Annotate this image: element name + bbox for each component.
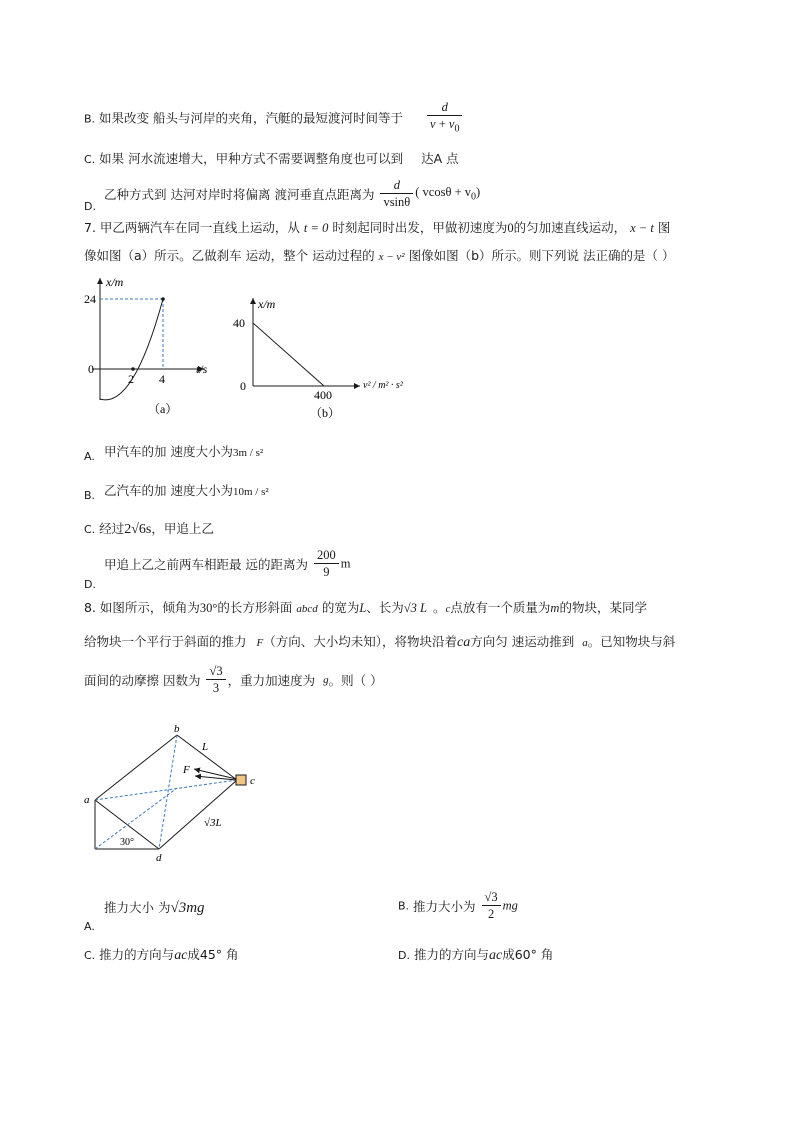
fraction-numerator: d bbox=[393, 178, 400, 192]
incline-figure bbox=[82, 722, 262, 862]
q8-stem-line1: 8. 如图所示，倾角为30°的长方形斜面 abcd 的宽为L、长为√3 L 。c点放有一个质量为m的物块，某同学 bbox=[84, 600, 647, 615]
tick-0: 0 bbox=[88, 362, 94, 376]
fraction-denominator: vsinθ bbox=[380, 193, 413, 210]
q8-stem-line2: 给物块一个平行于斜面的推力 F（方向、大小均未知），将物块沿着ca方向匀 速运动推到 a。已知物块与斜 bbox=[84, 634, 676, 650]
block bbox=[236, 775, 246, 785]
q7-stem-line2: 像如图（a）所示。乙做刹车 运动，整个 运动过程的 x − v² 图像如图（b）所示。则下列说 法正确的是（ ） bbox=[84, 248, 675, 263]
q7-option-d-text[interactable]: 甲追上乙之前两车相距最 远的距离为 $\frac{200}{9}$ m bbox=[104, 548, 351, 579]
fraction: $\frac{√3}{3}$ bbox=[206, 664, 225, 696]
data-line bbox=[253, 323, 324, 386]
label-c: c bbox=[250, 775, 255, 787]
q6-option-c[interactable] bbox=[84, 149, 459, 167]
caption-a: （a） bbox=[148, 402, 178, 416]
label-a: a bbox=[84, 794, 90, 806]
q7-option-b-text[interactable]: 乙汽车的加 速度大小为10m / s² bbox=[104, 483, 269, 498]
q6-option-b[interactable] bbox=[84, 100, 464, 138]
q6-option-d-text[interactable] bbox=[104, 178, 480, 210]
label-F: F bbox=[183, 764, 190, 776]
label-b: b bbox=[174, 723, 180, 735]
q8-option-a-text[interactable]: 推力大小 为√3mg bbox=[104, 900, 205, 916]
q7-option-a-text[interactable]: 甲汽车的加 速度大小为3m / s² bbox=[104, 444, 264, 459]
tick-40: 40 bbox=[233, 316, 245, 330]
option-letter: B. bbox=[84, 112, 96, 126]
option-letter: C. bbox=[84, 153, 96, 166]
hidden-bottom bbox=[95, 788, 177, 849]
q8-option-b[interactable]: B. 推力大小为 $\frac{√3}{2}$ mg bbox=[398, 890, 518, 921]
point-cross bbox=[131, 367, 135, 371]
q7-option-d-letter: D. bbox=[84, 578, 96, 591]
q6-option-d-letter: D. bbox=[84, 200, 96, 213]
edge-c-d bbox=[159, 780, 237, 849]
point-end bbox=[161, 297, 165, 301]
diag-bd bbox=[159, 735, 177, 849]
paren-expression: ( $vcos\theta + v_0$) bbox=[415, 185, 481, 203]
fraction: $\frac{200}{9}$ bbox=[314, 548, 339, 580]
y-axis-label: x/m bbox=[106, 275, 124, 289]
option-text: 乙种方式到 达河对岸时将偏离 渡河垂直点距离为 bbox=[104, 187, 375, 202]
x-axis-label: t/s bbox=[196, 362, 208, 376]
q7-option-c[interactable]: C. 经过2√6s，甲追上乙 bbox=[84, 521, 214, 537]
label-L: L bbox=[202, 741, 209, 753]
fraction bbox=[380, 178, 413, 210]
tick-0: 0 bbox=[240, 379, 246, 393]
graph-b-x-v2 bbox=[230, 292, 430, 422]
tick-24: 24 bbox=[84, 292, 96, 306]
fraction-numerator: d bbox=[441, 100, 448, 114]
fraction bbox=[427, 100, 462, 138]
q7-option-b-letter: B. bbox=[84, 489, 96, 502]
q7-stem-line1: 7. 甲乙两辆汽车在同一直线上运动，从 t = 0 时刻起同时出发，甲做初速度为0的匀加速直线运动， x − t 图 bbox=[84, 220, 671, 235]
tick-400: 400 bbox=[314, 388, 332, 402]
tick-4: 4 bbox=[159, 372, 165, 386]
option-text: 如果 河水流速增大，甲种方式不需要调整角度也可以到 bbox=[99, 151, 404, 166]
x-axis-label: v² / m² · s² bbox=[363, 380, 403, 391]
fraction: $\frac{√3}{2}$ bbox=[482, 890, 501, 922]
caption-b: （b） bbox=[310, 406, 341, 420]
graph-a-x-t bbox=[84, 272, 224, 422]
label-r3L: √3L bbox=[204, 817, 222, 829]
label-d: d bbox=[156, 852, 162, 862]
label-angle: 30° bbox=[120, 837, 134, 848]
tick-2: 2 bbox=[128, 372, 134, 386]
y-axis-label: x/m bbox=[258, 297, 276, 311]
option-text-tail: 达A 点 bbox=[421, 151, 459, 166]
q8-option-a-letter: A. bbox=[84, 920, 95, 933]
q7-option-a-letter: A. bbox=[84, 450, 95, 463]
q8-option-c[interactable]: C. 推力的方向与ac成45° 角 bbox=[84, 947, 239, 963]
q8-option-d[interactable]: D. 推力的方向与ac成60° 角 bbox=[398, 947, 554, 963]
q8-stem-line3: 面间的动摩擦 因数为 $\frac{√3}{3}$ ，重力加速度为 g。则（ ） bbox=[84, 664, 383, 695]
option-text: 如果改变 船头与河岸的夹角，汽艇的最短渡河时间等于 bbox=[99, 110, 404, 126]
fraction-denominator: $v + v_0$ bbox=[427, 115, 462, 138]
